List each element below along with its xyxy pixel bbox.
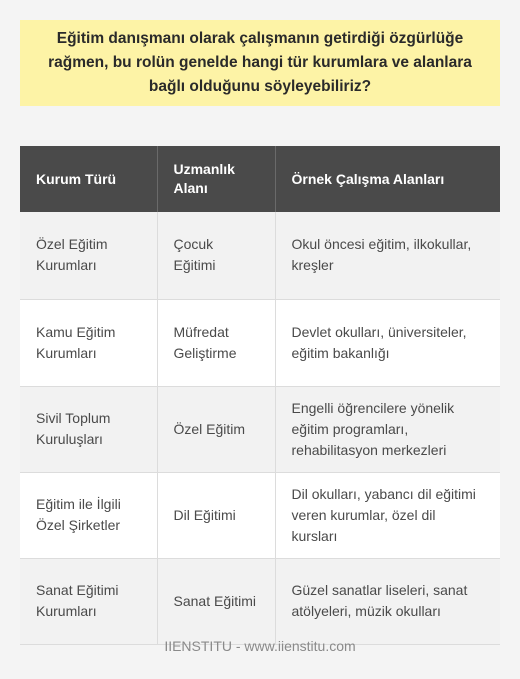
- cell-example-areas: Okul öncesi eğitim, ilkokullar, kreşler: [275, 212, 500, 299]
- question-banner: [20, 20, 500, 106]
- table-header-row: [20, 146, 500, 212]
- header-example-areas: Örnek Çalışma Alanları: [275, 146, 500, 212]
- table-row: [20, 472, 500, 558]
- table-row: [20, 299, 500, 386]
- table-row: [20, 212, 500, 299]
- question-text: Eğitim danışmanı olarak çalışmanın getirdiği özgürlüğe rağmen, bu rolün genelde hangi tür kurumlara ve alanlara bağlı olduğunu söyleyebiliriz?: [48, 30, 472, 95]
- cell-institution-type: Özel Eğitim Kurumları: [20, 212, 157, 299]
- institutions-table: [20, 146, 500, 645]
- cell-institution-type: Kamu Eğitim Kurumları: [20, 299, 157, 386]
- cell-institution-type: Eğitim ile İlgili Özel Şirketler: [20, 472, 157, 558]
- cell-example-areas: Devlet okulları, üniversiteler, eğitim bakanlığı: [275, 299, 500, 386]
- cell-specialization: Çocuk Eğitimi: [157, 212, 275, 299]
- cell-example-areas: Engelli öğrencilere yönelik eğitim programları, rehabilitasyon merkezleri: [275, 386, 500, 472]
- cell-specialization: Dil Eğitimi: [157, 472, 275, 558]
- cell-example-areas: Güzel sanatlar liseleri, sanat atölyeleri, müzik okulları: [275, 558, 500, 644]
- header-specialization: Uzmanlık Alanı: [157, 146, 275, 212]
- cell-institution-type: Sivil Toplum Kuruluşları: [20, 386, 157, 472]
- cell-specialization: Özel Eğitim: [157, 386, 275, 472]
- cell-institution-type: Sanat Eğitimi Kurumları: [20, 558, 157, 644]
- cell-specialization: Sanat Eğitimi: [157, 558, 275, 644]
- footer-credit: IIENSTITU - www.iienstitu.com: [164, 638, 356, 654]
- header-institution-type: Kurum Türü: [20, 146, 157, 212]
- cell-example-areas: Dil okulları, yabancı dil eğitimi veren kurumlar, özel dil kursları: [275, 472, 500, 558]
- table-row: [20, 386, 500, 472]
- cell-specialization: Müfredat Geliştirme: [157, 299, 275, 386]
- table-row: [20, 558, 500, 644]
